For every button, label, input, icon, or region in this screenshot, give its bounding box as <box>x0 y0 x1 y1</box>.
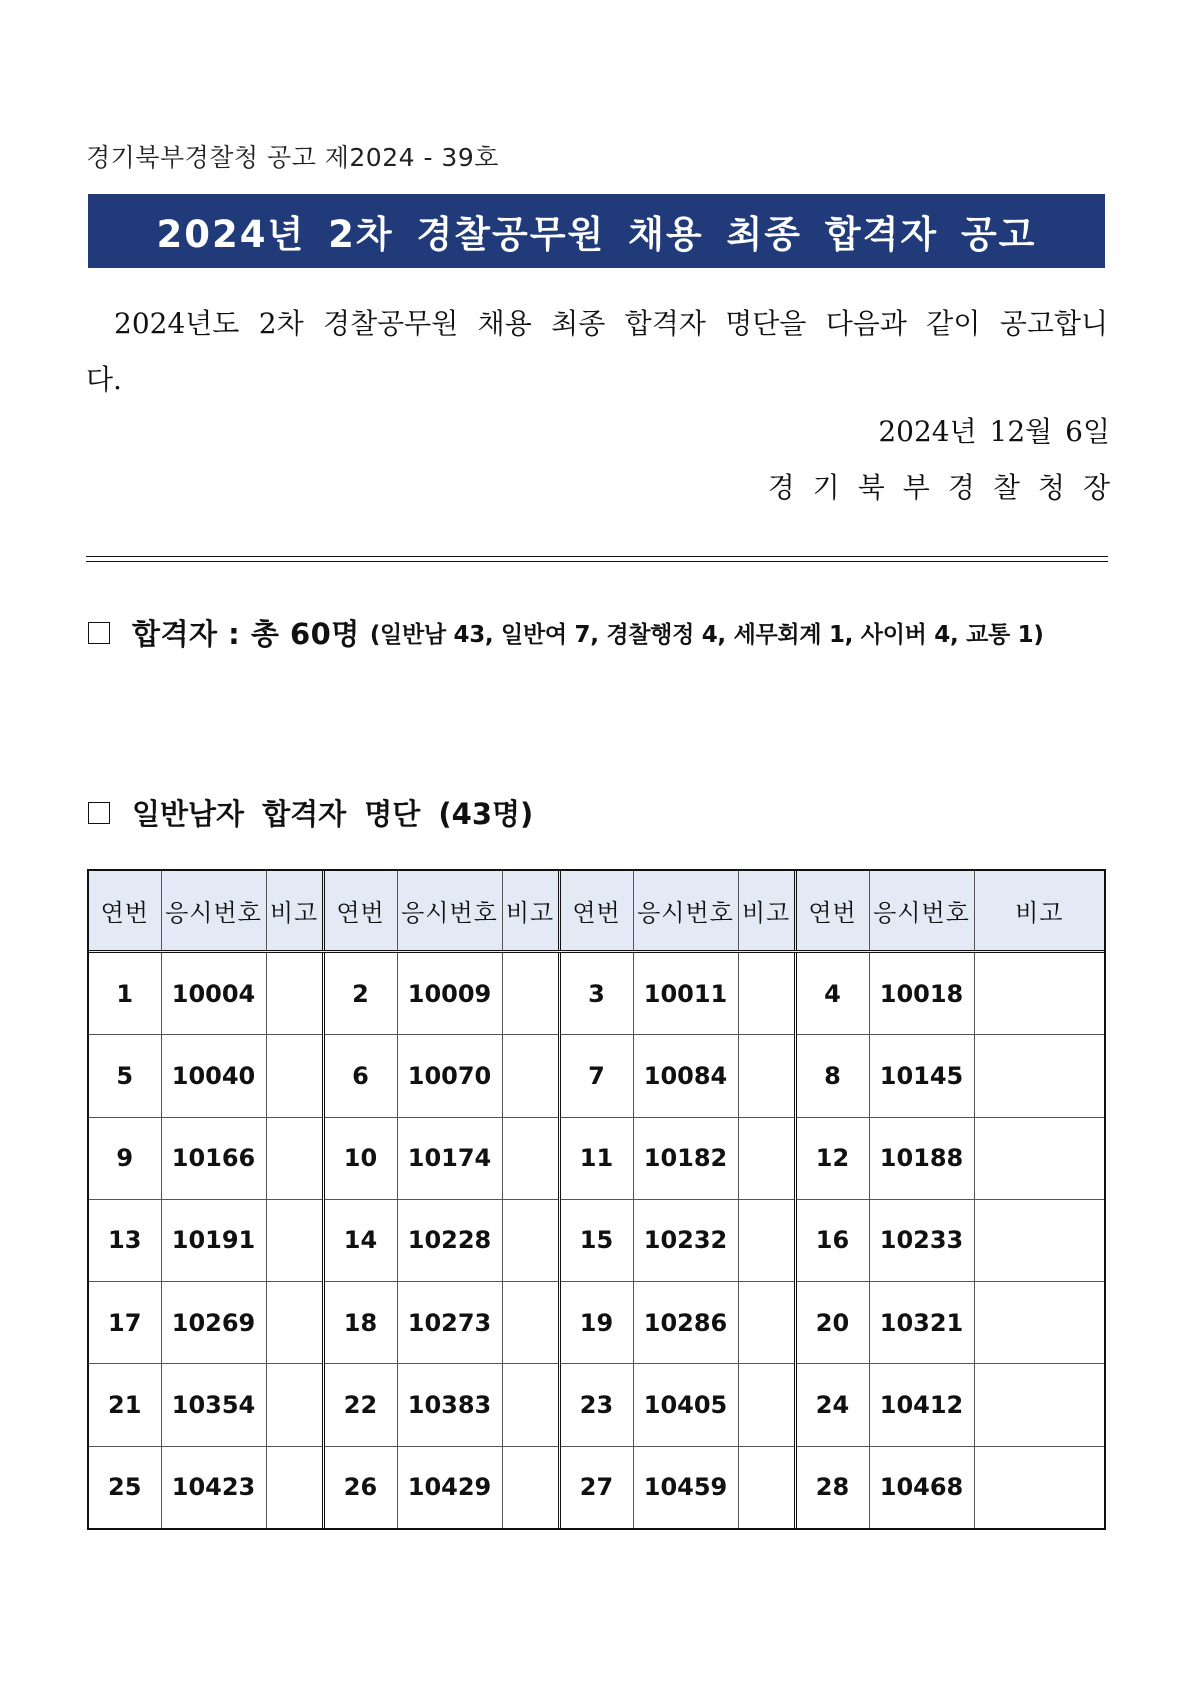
cell-note <box>502 1117 559 1199</box>
cell-exam-id: 10084 <box>633 1035 738 1117</box>
table-row <box>89 1117 1104 1199</box>
cell-number: 26 <box>323 1446 397 1528</box>
cell-note <box>738 1035 795 1117</box>
header-note: 비고 <box>974 871 1104 952</box>
header-number: 연번 <box>89 871 161 952</box>
cell-number: 25 <box>89 1446 161 1528</box>
cell-note <box>502 1035 559 1117</box>
page-title: 2024년 2차 경찰공무원 채용 최종 합격자 공고 <box>156 213 1037 256</box>
header-exam-id: 응시번호 <box>869 871 974 952</box>
summary-detail: (일반남 43, 일반여 7, 경찰행정 4, 세무회계 1, 사이버 4, 교통 1) <box>369 622 1044 648</box>
header-number: 연번 <box>559 871 633 952</box>
cell-number: 22 <box>323 1364 397 1446</box>
cell-number: 1 <box>89 952 161 1035</box>
cell-exam-id: 10004 <box>161 952 266 1035</box>
table-row <box>89 1199 1104 1281</box>
summary-lead: 합격자 : 총 60명 <box>132 617 360 651</box>
cell-number: 15 <box>559 1199 633 1281</box>
cell-exam-id: 10232 <box>633 1199 738 1281</box>
cell-number: 9 <box>89 1117 161 1199</box>
cell-note <box>266 1282 323 1364</box>
cell-number: 6 <box>323 1035 397 1117</box>
cell-number: 2 <box>323 952 397 1035</box>
cell-note <box>502 1364 559 1446</box>
cell-exam-id: 10286 <box>633 1282 738 1364</box>
cell-number: 7 <box>559 1035 633 1117</box>
cell-exam-id: 10188 <box>869 1117 974 1199</box>
cell-note <box>738 1282 795 1364</box>
cell-number: 20 <box>795 1282 869 1364</box>
cell-number: 17 <box>89 1282 161 1364</box>
cell-note <box>502 1446 559 1528</box>
cell-exam-id: 10233 <box>869 1199 974 1281</box>
table-row <box>89 1282 1104 1364</box>
cell-note <box>738 1364 795 1446</box>
cell-exam-id: 10423 <box>161 1446 266 1528</box>
table-body <box>89 952 1104 1529</box>
notice-signer: 경기북부경찰청장 <box>767 471 1128 504</box>
cell-exam-id: 10191 <box>161 1199 266 1281</box>
cell-number: 4 <box>795 952 869 1035</box>
cell-note <box>266 1446 323 1528</box>
cell-number: 11 <box>559 1117 633 1199</box>
cell-note <box>266 952 323 1035</box>
cell-exam-id: 10011 <box>633 952 738 1035</box>
cell-number: 18 <box>323 1282 397 1364</box>
cell-note <box>738 952 795 1035</box>
cell-exam-id: 10383 <box>397 1364 502 1446</box>
cell-note <box>738 1117 795 1199</box>
cell-note <box>502 952 559 1035</box>
cell-number: 3 <box>559 952 633 1035</box>
cell-exam-id: 10166 <box>161 1117 266 1199</box>
cell-note <box>502 1282 559 1364</box>
cell-note <box>974 1364 1104 1446</box>
cell-number: 27 <box>559 1446 633 1528</box>
cell-note <box>266 1199 323 1281</box>
checkbox-bullet-icon <box>88 622 110 644</box>
cell-exam-id: 10018 <box>869 952 974 1035</box>
table-row <box>89 952 1104 1035</box>
header-exam-id: 응시번호 <box>161 871 266 952</box>
cell-exam-id: 10321 <box>869 1282 974 1364</box>
roster-table-frame <box>87 869 1106 1530</box>
notice-number: 경기북부경찰청 공고 제2024 - 39호 <box>86 143 499 172</box>
cell-exam-id: 10009 <box>397 952 502 1035</box>
cell-number: 19 <box>559 1282 633 1364</box>
table-header-row <box>89 871 1104 952</box>
checkbox-bullet-icon <box>88 802 110 824</box>
cell-note <box>974 1117 1104 1199</box>
section-title: 일반남자 합격자 명단 (43명) <box>132 797 534 831</box>
cell-exam-id: 10405 <box>633 1364 738 1446</box>
cell-number: 12 <box>795 1117 869 1199</box>
cell-exam-id: 10468 <box>869 1446 974 1528</box>
cell-note <box>738 1199 795 1281</box>
cell-note <box>266 1364 323 1446</box>
header-note: 비고 <box>266 871 323 952</box>
cell-number: 21 <box>89 1364 161 1446</box>
cell-note <box>266 1117 323 1199</box>
cell-number: 16 <box>795 1199 869 1281</box>
cell-exam-id: 10174 <box>397 1117 502 1199</box>
cell-number: 5 <box>89 1035 161 1117</box>
table-row <box>89 1035 1104 1117</box>
table-row <box>89 1446 1104 1528</box>
cell-exam-id: 10145 <box>869 1035 974 1117</box>
cell-exam-id: 10412 <box>869 1364 974 1446</box>
cell-exam-id: 10040 <box>161 1035 266 1117</box>
cell-number: 24 <box>795 1364 869 1446</box>
cell-number: 23 <box>559 1364 633 1446</box>
cell-note <box>974 1282 1104 1364</box>
notice-date: 2024년 12월 6일 <box>878 415 1110 448</box>
cell-exam-id: 10070 <box>397 1035 502 1117</box>
cell-number: 13 <box>89 1199 161 1281</box>
cell-number: 8 <box>795 1035 869 1117</box>
divider-double-rule <box>86 556 1108 562</box>
header-note: 비고 <box>502 871 559 952</box>
header-number: 연번 <box>795 871 869 952</box>
cell-exam-id: 10228 <box>397 1199 502 1281</box>
section-heading <box>88 792 533 833</box>
cell-exam-id: 10354 <box>161 1364 266 1446</box>
cell-number: 10 <box>323 1117 397 1199</box>
cell-exam-id: 10429 <box>397 1446 502 1528</box>
cell-number: 14 <box>323 1199 397 1281</box>
cell-note <box>974 1446 1104 1528</box>
header-number: 연번 <box>323 871 397 952</box>
cell-exam-id: 10273 <box>397 1282 502 1364</box>
cell-exam-id: 10459 <box>633 1446 738 1528</box>
table-row <box>89 1364 1104 1446</box>
roster-table <box>89 871 1104 1528</box>
summary-line <box>88 612 1128 653</box>
header-note: 비고 <box>738 871 795 952</box>
cell-exam-id: 10269 <box>161 1282 266 1364</box>
cell-note <box>974 1199 1104 1281</box>
cell-note <box>502 1199 559 1281</box>
cell-note <box>974 952 1104 1035</box>
cell-note <box>738 1446 795 1528</box>
cell-number: 28 <box>795 1446 869 1528</box>
notice-body <box>86 296 1108 408</box>
cell-note <box>974 1035 1104 1117</box>
notice-body-text: 2024년도 2차 경찰공무원 채용 최종 합격자 명단을 다음과 같이 공고합니다. <box>86 307 1108 396</box>
header-exam-id: 응시번호 <box>397 871 502 952</box>
notice-title-banner <box>88 194 1105 268</box>
cell-note <box>266 1035 323 1117</box>
cell-exam-id: 10182 <box>633 1117 738 1199</box>
header-exam-id: 응시번호 <box>633 871 738 952</box>
